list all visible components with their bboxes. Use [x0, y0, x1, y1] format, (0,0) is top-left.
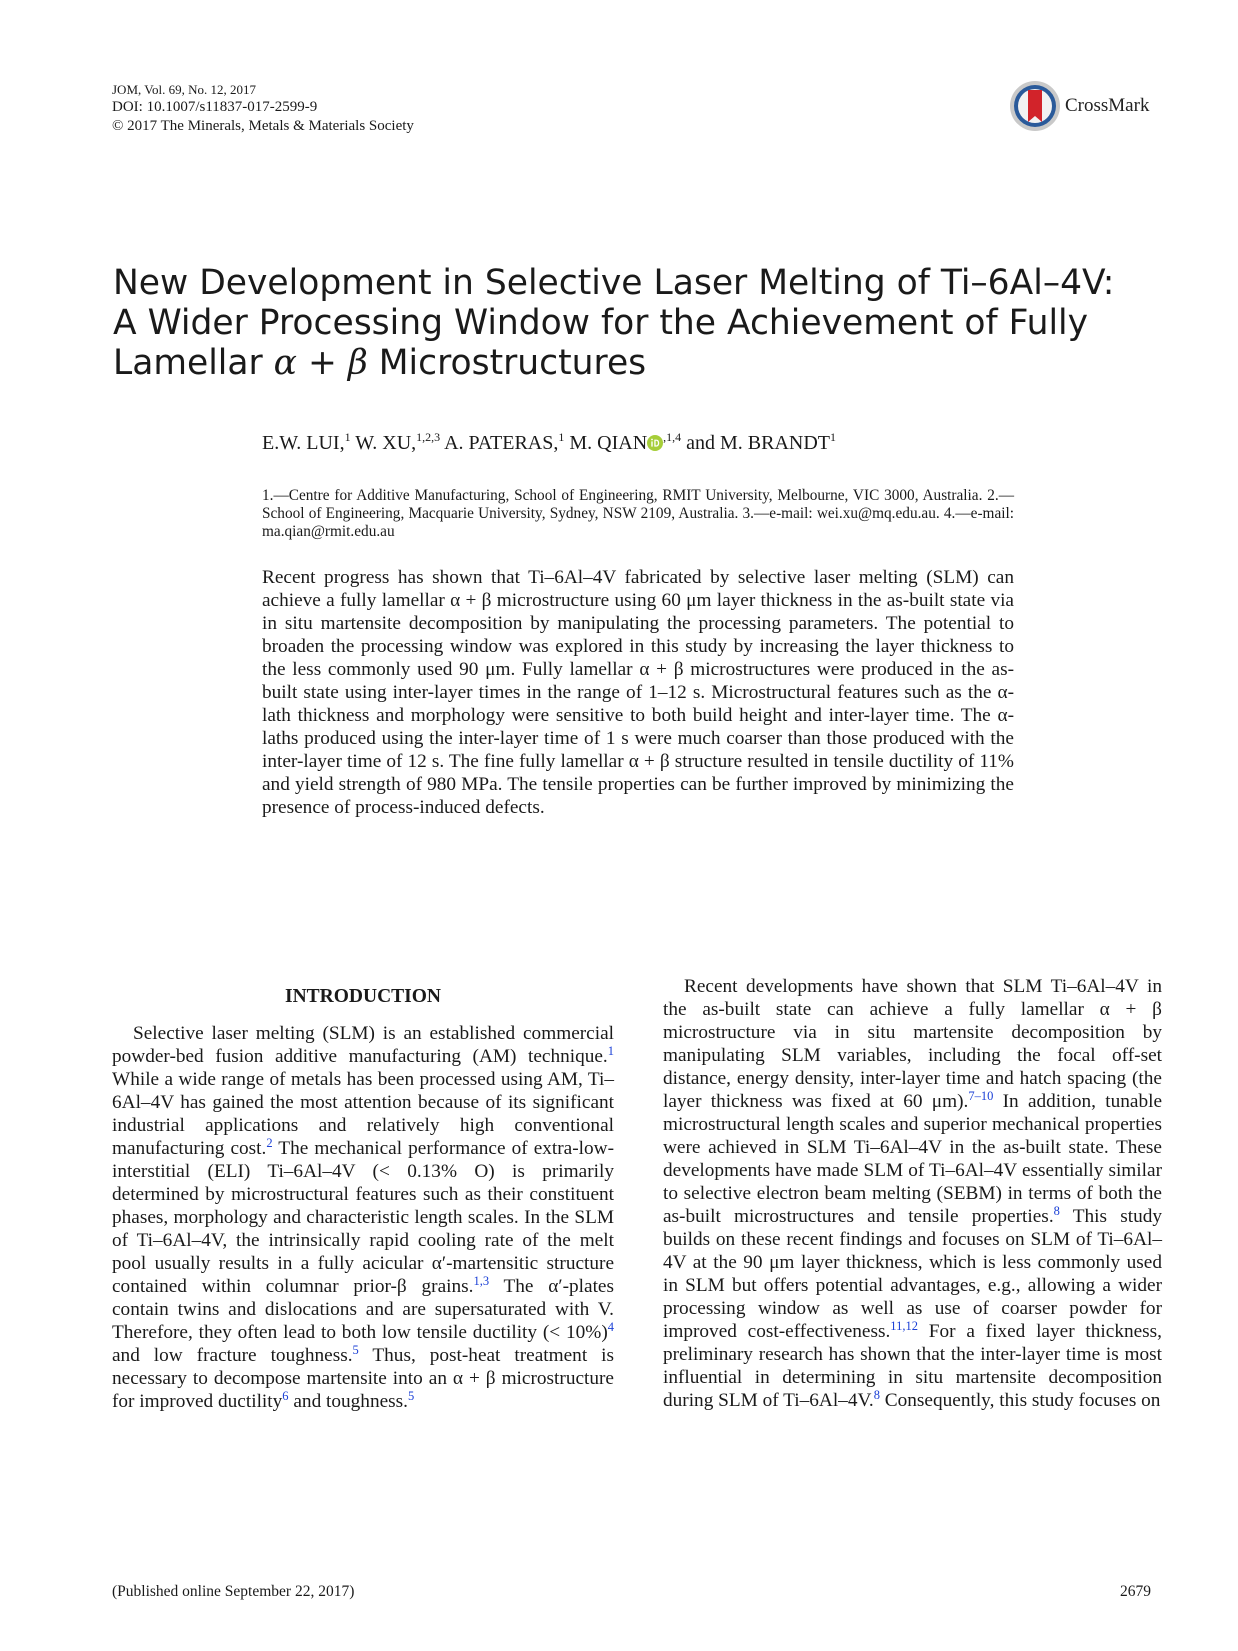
paragraph-text: While a wide range of metals has been processed using AM, Ti–6Al–4V has gained the most attention because of its significant industrial applications and relatively high conventional manufacturing cost. — [112, 1069, 614, 1159]
paragraph-text: Thus, post-heat treatment is necessary to decompose martensite into an α + β microstructure for improved ductility — [112, 1345, 614, 1412]
journal-citation: JOM, Vol. 69, No. 12, 2017 — [112, 82, 256, 97]
paragraph-text: and toughness. — [288, 1391, 408, 1412]
paragraph-text: The α′-plates contain twins and dislocations and are supersaturated with V. Therefore, they often lead to both low tensile ductility (< 10%) — [112, 1276, 614, 1343]
paragraph-text: This study builds on these recent findings and focuses on SLM of Ti–6Al–4V at the 90 μm layer thickness, which is less commonly used in SLM but offers potential advantages, e.g., allowing a wider processing window as well as use of coarser powder for improved cost-effectiveness. — [663, 1206, 1162, 1342]
title-line-3 — [113, 343, 1173, 383]
orcid-icon[interactable] — [647, 435, 663, 451]
author-name: W. XU, — [355, 432, 417, 454]
copyright-line: © 2017 The Minerals, Metals & Materials Society — [112, 118, 414, 134]
section-heading: INTRODUCTION — [284, 986, 442, 1007]
author-affiliation: 1 — [558, 430, 565, 444]
author-name: M. QIAN — [569, 432, 648, 454]
crossmark-label: CrossMark — [1065, 95, 1150, 116]
citation-link[interactable]: 1,3 — [473, 1274, 490, 1288]
citation-link[interactable]: 7–10 — [968, 1089, 994, 1103]
crossmark-icon — [1009, 80, 1061, 132]
title-line-1: New Development in Selective Laser Melting of Ti–6Al–4V: — [113, 263, 1115, 303]
paragraph-text: Recent developments have shown that SLM Ti–6Al–4V in the as-built state can achieve a fully lamellar α + β microstructure via in situ martensite decomposition by manipulating SLM variables, including the focal off-set distance, energy density, inter-layer time and hatch spacing (the layer thickness was fixed at 60 μm). — [663, 976, 1162, 1112]
affiliations: 1.—Centre for Additive Manufacturing, School of Engineering, RMIT University, Melbourne, VIC 3000, Australia. 2.—School of Engineering, Macquarie University, Sydney, NSW 2109, Australia. 3.—e-mail: wei.xu@mq.edu.au. 4.—e-mail: ma.qian@rmit.edu.au — [262, 487, 1014, 540]
author-affiliation: 1,2,3 — [416, 430, 441, 444]
intro-column-right — [663, 975, 1162, 1412]
publication-date: (Published online September 22, 2017) — [112, 1583, 355, 1600]
paragraph-text: For a fixed layer thickness, preliminary research has shown that the inter-layer time is most influential in determining in situ martensite decomposition during SLM of Ti–6Al–4V. — [663, 1321, 1162, 1411]
paragraph-text: Selective laser melting (SLM) is an established commercial powder-bed fusion additive manufacturing (AM) technique. — [112, 1023, 614, 1067]
citation-link[interactable]: 6 — [282, 1389, 289, 1403]
citation-link[interactable]: 5 — [352, 1343, 359, 1357]
paragraph-text: Consequently, this study focuses on — [879, 1390, 1161, 1411]
author-name: A. PATERAS, — [444, 432, 559, 454]
doi-link[interactable]: DOI: 10.1007/s11837-017-2599-9 — [112, 99, 318, 115]
citation-link[interactable]: 4 — [607, 1320, 614, 1334]
author-affiliation: ,1,4 — [663, 430, 682, 444]
journal-header — [112, 81, 414, 136]
intro-paragraph — [663, 975, 1162, 1412]
paragraph-text: The mechanical performance of extra-low-interstitial (ELI) Ti–6Al–4V (< 0.13% O) is primarily determined by microstructural features such as their constituent phases, morphology and characteristic length scales. In the SLM of Ti–6Al–4V, the intrinsically rapid cooling rate of the melt pool usually results in a fully acicular α′-martensitic structure contained within columnar prior-β grains. — [112, 1138, 614, 1297]
intro-column-left — [112, 1022, 614, 1413]
paragraph-text: In addition, tunable microstructural length scales and superior mechanical properties were achieved in SLM Ti–6Al–4V in the as-built state. These developments have made SLM of Ti–6Al–4V essentially similar to selective electron beam melting (SEBM) in terms of both the as-built microstructures and tensile properties. — [663, 1091, 1162, 1227]
title-line-3-end: Microstructures — [367, 343, 647, 383]
citation-link[interactable]: 11,12 — [890, 1319, 918, 1333]
citation-link[interactable]: 2 — [266, 1136, 273, 1150]
page-number: 2679 — [1120, 1583, 1151, 1600]
title-plus: + — [296, 343, 348, 383]
title-alpha: α — [273, 343, 297, 383]
citation-link[interactable]: 8 — [1053, 1204, 1060, 1218]
title-line-3-start: Lamellar — [113, 343, 274, 383]
citation-link[interactable]: 5 — [407, 1389, 415, 1403]
crossmark-badge[interactable] — [1009, 80, 1149, 132]
citation-link[interactable]: 8 — [873, 1388, 880, 1402]
abstract: Recent progress has shown that Ti–6Al–4V fabricated by selective laser melting (SLM) can achieve a fully lamellar α + β microstructure using 60 μm layer thickness in the as-built state via in situ martensite decomposition by manipulating the processing parameters. The potential to broaden the processing window was explored in this study by increasing the layer thickness to the less commonly used 90 μm. Fully lamellar α + β microstructures were produced in the as-built state using inter-layer times in the range of 1–12 s. Microstructural features such as the α-lath thickness and morphology were sensitive to both build height and inter-layer time. The α-laths produced using the inter-layer time of 1 s were much coarser than those produced with the inter-layer time of 12 s. The fine fully lamellar α + β structure resulted in tensile ductility of 11% and yield strength of 980 MPa. The tensile properties can be further improved by minimizing the presence of process-induced defects. — [262, 567, 1014, 818]
author-affiliation: 1 — [344, 430, 351, 444]
author-list — [262, 432, 836, 455]
title-beta: β — [347, 343, 368, 383]
citation-link[interactable]: 1 — [607, 1044, 614, 1058]
intro-paragraph — [112, 1022, 614, 1413]
title-line-2: A Wider Processing Window for the Achievement of Fully — [113, 303, 1089, 343]
author-name: E.W. LUI, — [262, 432, 345, 454]
author-affiliation: 1 — [830, 430, 837, 444]
article-title — [113, 263, 1173, 383]
paragraph-text: and low fracture toughness. — [112, 1345, 353, 1366]
author-name: and M. BRANDT — [686, 432, 831, 454]
